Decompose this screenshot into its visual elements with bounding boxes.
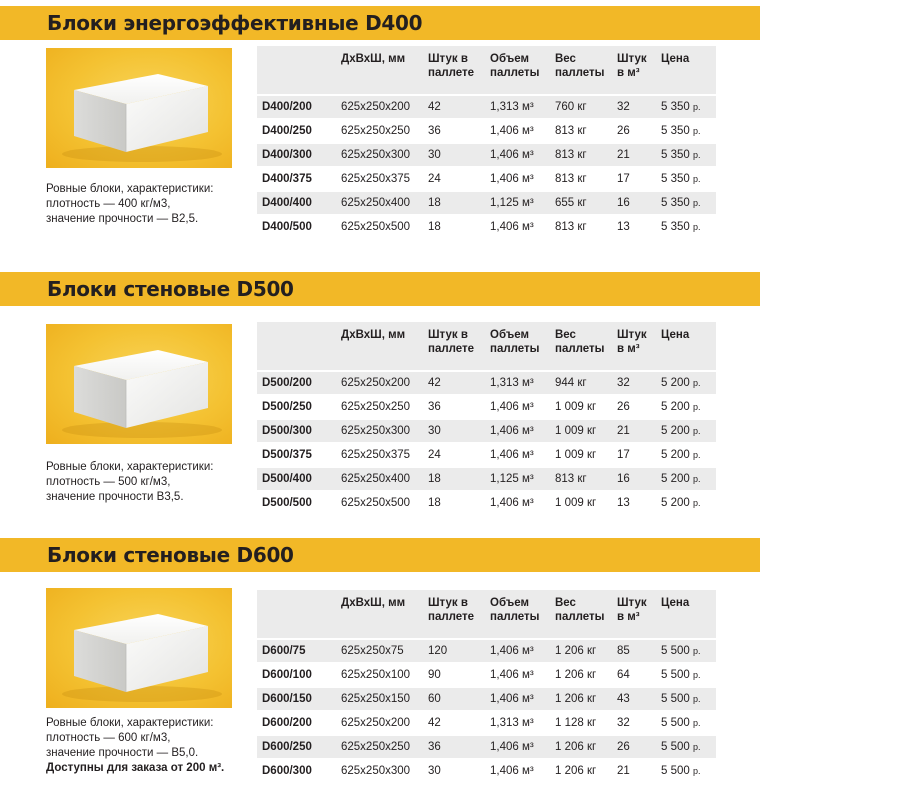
cell-weight: 760 кг (551, 96, 613, 118)
cell-per-m3: 16 (613, 468, 657, 490)
header-col-per-pallet: Штук в паллете (424, 46, 486, 94)
header-col-volume: Объем паллеты (486, 590, 551, 638)
table-header-row (257, 322, 716, 370)
currency-label: р. (692, 126, 701, 136)
cell-weight: 1 206 кг (551, 736, 613, 758)
cell-dims: 625x250x375 (337, 444, 424, 466)
cell-dims: 625x250x500 (337, 216, 424, 238)
cell-volume: 1,406 м³ (486, 144, 551, 166)
aerated-block-illustration (46, 588, 232, 708)
table-row (257, 396, 716, 418)
header-col-price: Цена (657, 590, 716, 638)
cell-mark: D400/375 (257, 168, 337, 190)
cell-per-pallet: 60 (424, 688, 486, 710)
cell-volume: 1,313 м³ (486, 712, 551, 734)
table-row (257, 144, 716, 166)
cell-per-pallet: 30 (424, 760, 486, 782)
cell-volume: 1,406 м³ (486, 216, 551, 238)
table-row (257, 420, 716, 442)
cell-per-pallet: 18 (424, 492, 486, 514)
header-col-volume: Объем паллеты (486, 46, 551, 94)
cell-per-pallet: 18 (424, 216, 486, 238)
cell-mark: D500/400 (257, 468, 337, 490)
cell-per-pallet: 18 (424, 192, 486, 214)
cell-dims: 625x250x75 (337, 640, 424, 662)
cell-per-m3: 32 (613, 712, 657, 734)
cell-per-pallet: 120 (424, 640, 486, 662)
price-value: 5 500 (661, 717, 693, 729)
table-row (257, 216, 716, 238)
table-row (257, 468, 716, 490)
price-value: 5 500 (661, 765, 693, 777)
table-row (257, 192, 716, 214)
header-col-weight: Вес паллеты (551, 322, 613, 370)
cell-dims: 625x250x200 (337, 712, 424, 734)
cell-mark: D600/150 (257, 688, 337, 710)
cell-per-m3: 17 (613, 444, 657, 466)
currency-label: р. (692, 694, 701, 704)
cell-mark: D500/500 (257, 492, 337, 514)
description-line: плотность — 500 кг/м3, (46, 476, 171, 488)
cell-per-m3: 21 (613, 144, 657, 166)
cell-per-m3: 13 (613, 216, 657, 238)
cell-price (657, 664, 716, 686)
cell-per-m3: 26 (613, 736, 657, 758)
section-d400 (0, 6, 900, 256)
header-col-per-m3: Штук в м³ (613, 46, 657, 94)
cell-weight: 813 кг (551, 120, 613, 142)
spec-table (257, 320, 716, 516)
cell-price (657, 688, 716, 710)
currency-label: р. (692, 150, 701, 160)
cell-dims: 625x250x250 (337, 736, 424, 758)
currency-label: р. (692, 378, 701, 388)
cell-weight: 813 кг (551, 144, 613, 166)
price-value: 5 350 (661, 101, 693, 113)
section-title: Блоки стеновые D500 (0, 272, 760, 306)
cell-price (657, 372, 716, 394)
header-col-per-pallet: Штук в паллете (424, 590, 486, 638)
section-description (46, 182, 256, 227)
description-line: плотность — 600 кг/м3, (46, 732, 171, 744)
cell-per-pallet: 36 (424, 120, 486, 142)
price-value: 5 350 (661, 149, 693, 161)
cell-dims: 625x250x100 (337, 664, 424, 686)
block-photo (46, 588, 232, 708)
price-value: 5 200 (661, 401, 693, 413)
cell-weight: 1 009 кг (551, 492, 613, 514)
spec-table (257, 44, 716, 240)
header-col-per-m3: Штук в м³ (613, 322, 657, 370)
price-value: 5 500 (661, 669, 693, 681)
cell-weight: 813 кг (551, 216, 613, 238)
cell-per-pallet: 24 (424, 444, 486, 466)
cell-dims: 625x250x300 (337, 760, 424, 782)
cell-per-m3: 32 (613, 96, 657, 118)
cell-price (657, 120, 716, 142)
currency-label: р. (692, 174, 701, 184)
cell-price (657, 168, 716, 190)
cell-volume: 1,406 м³ (486, 396, 551, 418)
cell-per-pallet: 42 (424, 372, 486, 394)
price-value: 5 200 (661, 377, 693, 389)
price-value: 5 200 (661, 497, 693, 509)
header-col-per-pallet: Штук в паллете (424, 322, 486, 370)
price-value: 5 500 (661, 645, 693, 657)
header-col-mark (257, 46, 337, 94)
description-line: плотность — 400 кг/м3, (46, 198, 171, 210)
header-col-mark (257, 590, 337, 638)
header-col-price: Цена (657, 46, 716, 94)
cell-per-m3: 17 (613, 168, 657, 190)
block-photo (46, 48, 232, 168)
currency-label: р. (692, 646, 701, 656)
cell-volume: 1,406 м³ (486, 492, 551, 514)
cell-volume: 1,406 м³ (486, 444, 551, 466)
cell-weight: 1 206 кг (551, 664, 613, 686)
currency-label: р. (692, 718, 701, 728)
price-value: 5 500 (661, 693, 693, 705)
currency-label: р. (692, 198, 701, 208)
header-col-dimensions: ДхВхШ, мм (337, 322, 424, 370)
cell-price (657, 216, 716, 238)
cell-volume: 1,406 м³ (486, 168, 551, 190)
cell-volume: 1,125 м³ (486, 468, 551, 490)
section-d500 (0, 272, 900, 522)
section-d600 (0, 538, 900, 800)
cell-volume: 1,406 м³ (486, 420, 551, 442)
spec-table (257, 588, 716, 784)
cell-weight: 655 кг (551, 192, 613, 214)
currency-label: р. (692, 222, 701, 232)
header-col-volume: Объем паллеты (486, 322, 551, 370)
header-col-dimensions: ДхВхШ, мм (337, 46, 424, 94)
cell-weight: 1 206 кг (551, 760, 613, 782)
cell-per-pallet: 90 (424, 664, 486, 686)
cell-volume: 1,406 м³ (486, 120, 551, 142)
table-row (257, 640, 716, 662)
cell-dims: 625x250x300 (337, 420, 424, 442)
header-col-price: Цена (657, 322, 716, 370)
cell-volume: 1,313 м³ (486, 96, 551, 118)
aerated-block-illustration (46, 48, 232, 168)
description-line: значение прочности — В2,5. (46, 213, 199, 225)
block-photo (46, 324, 232, 444)
table-row (257, 492, 716, 514)
table-row (257, 688, 716, 710)
cell-volume: 1,406 м³ (486, 760, 551, 782)
table-row (257, 664, 716, 686)
cell-mark: D600/100 (257, 664, 337, 686)
description-line: значение прочности — В5,0. (46, 747, 199, 759)
price-value: 5 200 (661, 473, 693, 485)
price-value: 5 500 (661, 741, 693, 753)
cell-mark: D600/75 (257, 640, 337, 662)
cell-price (657, 760, 716, 782)
cell-per-m3: 32 (613, 372, 657, 394)
section-description (46, 460, 256, 505)
section-title: Блоки стеновые D600 (0, 538, 760, 572)
order-note: Доступны для заказа от 200 м³. (46, 762, 225, 774)
cell-mark: D500/200 (257, 372, 337, 394)
cell-price (657, 420, 716, 442)
section-description (46, 716, 256, 776)
description-line: Ровные блоки, характеристики: (46, 461, 214, 473)
cell-mark: D400/200 (257, 96, 337, 118)
price-value: 5 200 (661, 449, 693, 461)
cell-volume: 1,406 м³ (486, 736, 551, 758)
price-value: 5 200 (661, 425, 693, 437)
cell-volume: 1,406 м³ (486, 688, 551, 710)
currency-label: р. (692, 426, 701, 436)
cell-mark: D400/400 (257, 192, 337, 214)
cell-weight: 1 128 кг (551, 712, 613, 734)
cell-mark: D400/500 (257, 216, 337, 238)
cell-per-m3: 85 (613, 640, 657, 662)
cell-weight: 1 009 кг (551, 396, 613, 418)
cell-per-m3: 26 (613, 396, 657, 418)
cell-volume: 1,406 м³ (486, 664, 551, 686)
cell-mark: D600/250 (257, 736, 337, 758)
cell-weight: 1 009 кг (551, 444, 613, 466)
cell-price (657, 144, 716, 166)
cell-per-m3: 21 (613, 760, 657, 782)
cell-per-m3: 16 (613, 192, 657, 214)
table-row (257, 96, 716, 118)
cell-price (657, 640, 716, 662)
currency-label: р. (692, 474, 701, 484)
cell-per-pallet: 24 (424, 168, 486, 190)
cell-weight: 813 кг (551, 168, 613, 190)
cell-per-pallet: 30 (424, 420, 486, 442)
header-col-weight: Вес паллеты (551, 46, 613, 94)
cell-price (657, 468, 716, 490)
cell-per-m3: 13 (613, 492, 657, 514)
cell-weight: 944 кг (551, 372, 613, 394)
table-header-row (257, 46, 716, 94)
cell-mark: D400/300 (257, 144, 337, 166)
cell-dims: 625x250x400 (337, 192, 424, 214)
cell-price (657, 444, 716, 466)
cell-weight: 1 009 кг (551, 420, 613, 442)
cell-mark: D500/250 (257, 396, 337, 418)
cell-mark: D600/300 (257, 760, 337, 782)
cell-per-m3: 64 (613, 664, 657, 686)
table-row (257, 168, 716, 190)
cell-per-m3: 43 (613, 688, 657, 710)
cell-dims: 625x250x400 (337, 468, 424, 490)
cell-price (657, 96, 716, 118)
cell-mark: D500/375 (257, 444, 337, 466)
cell-mark: D600/200 (257, 712, 337, 734)
currency-label: р. (692, 450, 701, 460)
cell-price (657, 736, 716, 758)
currency-label: р. (692, 402, 701, 412)
cell-per-m3: 21 (613, 420, 657, 442)
cell-volume: 1,406 м³ (486, 640, 551, 662)
cell-per-pallet: 42 (424, 96, 486, 118)
cell-price (657, 712, 716, 734)
cell-mark: D400/250 (257, 120, 337, 142)
cell-weight: 1 206 кг (551, 688, 613, 710)
cell-dims: 625x250x250 (337, 120, 424, 142)
currency-label: р. (692, 670, 701, 680)
cell-per-pallet: 18 (424, 468, 486, 490)
currency-label: р. (692, 742, 701, 752)
cell-per-m3: 26 (613, 120, 657, 142)
price-value: 5 350 (661, 221, 693, 233)
currency-label: р. (692, 102, 701, 112)
description-line: значение прочности В3,5. (46, 491, 184, 503)
description-line: Ровные блоки, характеристики: (46, 183, 214, 195)
table-row (257, 736, 716, 758)
cell-weight: 813 кг (551, 468, 613, 490)
price-value: 5 350 (661, 173, 693, 185)
header-col-mark (257, 322, 337, 370)
table-header-row (257, 590, 716, 638)
cell-dims: 625x250x200 (337, 372, 424, 394)
cell-price (657, 192, 716, 214)
cell-price (657, 396, 716, 418)
cell-per-pallet: 36 (424, 396, 486, 418)
table-row (257, 372, 716, 394)
currency-label: р. (692, 498, 701, 508)
price-value: 5 350 (661, 197, 693, 209)
cell-dims: 625x250x150 (337, 688, 424, 710)
cell-per-pallet: 42 (424, 712, 486, 734)
cell-dims: 625x250x500 (337, 492, 424, 514)
cell-dims: 625x250x250 (337, 396, 424, 418)
table-row (257, 120, 716, 142)
cell-price (657, 492, 716, 514)
cell-weight: 1 206 кг (551, 640, 613, 662)
header-col-dimensions: ДхВхШ, мм (337, 590, 424, 638)
table-row (257, 444, 716, 466)
table-row (257, 712, 716, 734)
price-value: 5 350 (661, 125, 693, 137)
header-col-per-m3: Штук в м³ (613, 590, 657, 638)
cell-volume: 1,313 м³ (486, 372, 551, 394)
cell-volume: 1,125 м³ (486, 192, 551, 214)
cell-dims: 625x250x375 (337, 168, 424, 190)
section-title: Блоки энергоэффективные D400 (0, 6, 760, 40)
cell-dims: 625x250x200 (337, 96, 424, 118)
description-line: Ровные блоки, характеристики: (46, 717, 214, 729)
table-row (257, 760, 716, 782)
cell-per-pallet: 36 (424, 736, 486, 758)
aerated-block-illustration (46, 324, 232, 444)
currency-label: р. (692, 766, 701, 776)
cell-per-pallet: 30 (424, 144, 486, 166)
cell-dims: 625x250x300 (337, 144, 424, 166)
cell-mark: D500/300 (257, 420, 337, 442)
header-col-weight: Вес паллеты (551, 590, 613, 638)
